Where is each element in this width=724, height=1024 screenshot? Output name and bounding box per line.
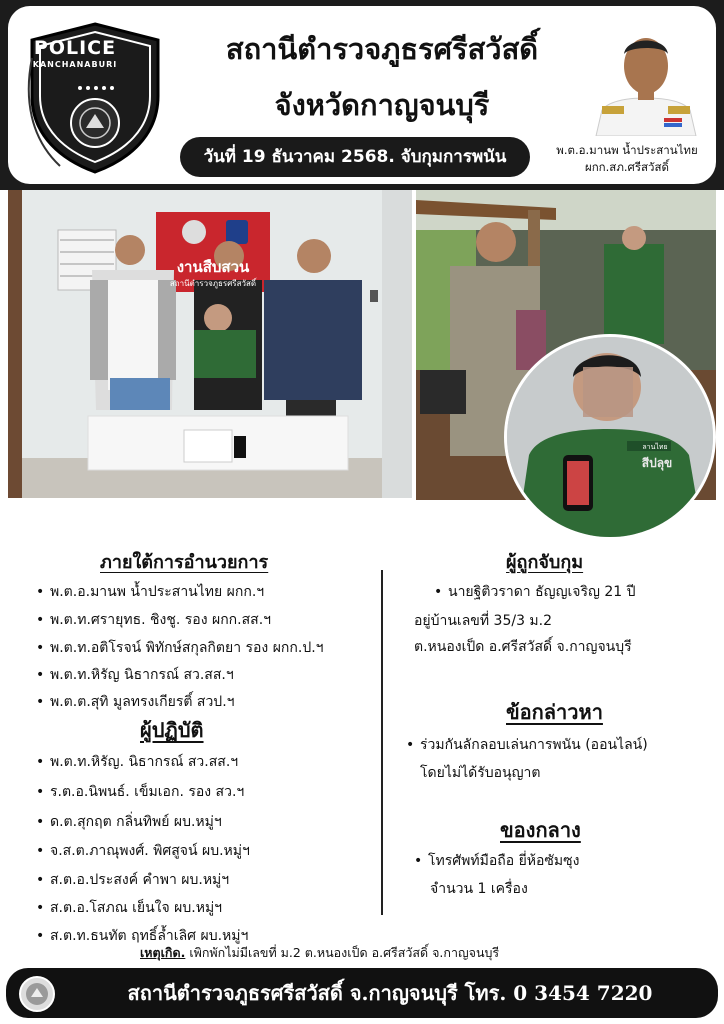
operator-item: • ส.ต.อ.โสภณ เย็นใจ ผบ.หมู่ฯ	[36, 900, 223, 916]
evidence-line-2: จำนวน 1 เครื่อง	[430, 881, 528, 897]
chief-portrait	[588, 18, 704, 136]
operator-item: • ส.ต.อ.ประสงค์ คำพา ผบ.หมู่ฯ	[36, 872, 230, 888]
charge-line: • ร่วมกันลักลอบเล่นการพนัน (ออนไลน์)	[406, 737, 648, 753]
chief-name: พ.ต.อ.มานพ น้ำประสานไทย	[556, 143, 698, 157]
suspect-closeup-photo	[504, 334, 716, 540]
station-title: สถานีตำรวจภูธรศรีสวัสดิ์	[225, 32, 539, 66]
station-seal-icon	[18, 975, 56, 1013]
arrested-heading: ผู้ถูกจับกุม	[506, 552, 584, 573]
supervision-heading: ภายใต้การอำนวยการ	[100, 552, 269, 573]
operator-item: • ด.ต.สุกฤต กลิ่นทิพย์ ผบ.หมู่ฯ	[36, 814, 222, 830]
arrested-district: ต.หนองเป็ด อ.ศรีสวัสดิ์ จ.กาญจนบุรี	[414, 639, 632, 655]
date-pill: วันที่ 19 ธันวาคม 2568. จับกุมการพนัน	[180, 137, 530, 177]
shirt-text-1: ลานไทย	[642, 443, 668, 451]
supervision-item: • พ.ต.ท.หิรัญ นิธากรณ์ สว.สส.ฯ	[36, 667, 234, 683]
supervision-item: • พ.ต.ต.สุทิ มูลทรงเกียรติ์ สวป.ฯ	[36, 694, 235, 710]
chief-caption	[538, 142, 716, 176]
incident-location	[140, 943, 700, 963]
chief-title: ผกก.สภ.ศรีสวัสดิ์	[584, 160, 669, 174]
arrest-group-photo	[8, 190, 412, 498]
supervision-item: • พ.ต.ท.ศรายุทธ. ชิงชู. รอง ผกก.สส.ฯ	[36, 612, 272, 628]
shirt-text-2: สีปลุข	[641, 456, 673, 470]
sign-text-1: งานสืบสวน	[176, 258, 250, 276]
incident-text: เพิกพักไม่มีเลขที่ ม.2 ต.หนองเป็ด อ.ศรีสวัสดิ์ จ.กาญจนบุรี	[185, 945, 500, 960]
supervision-item: • พ.ต.ท.อติโรจน์ พิทักษ์สกุลกิตยา รอง ผกก.ป.ฯ	[36, 640, 324, 656]
arrested-address: อยู่บ้านเลขที่ 35/3 ม.2	[414, 613, 553, 629]
operator-item: • ร.ต.อ.นิพนธ์. เข็มเอก. รอง สว.ฯ	[36, 784, 245, 800]
operator-item: • ส.ต.ท.ธนทัต ฤทธิ์ล้ำเลิศ ผบ.หมู่ฯ	[36, 928, 249, 944]
badge-subtitle: KANCHANABURI	[32, 60, 118, 69]
evidence-heading: ของกลาง	[500, 818, 581, 842]
operator-item: • พ.ต.ท.หิรัญ. นิธากรณ์ สว.สส.ฯ	[36, 754, 239, 770]
arrested-line: • นายฐิติวราดา ธัญญเจริญ 21 ปี	[434, 584, 636, 600]
operator-item: • จ.ส.ต.ภาณุพงศ์. พิศสูจน์ ผบ.หมู่ฯ	[36, 843, 250, 859]
supervision-item: • พ.ต.อ.มานพ น้ำประสานไทย ผกก.ฯ	[36, 584, 265, 600]
incident-label: เหตุเกิด.	[140, 945, 186, 960]
badge-title: POLICE	[33, 37, 117, 59]
sign-text-2: สถานีตำรวจภูธรศรีสวัสดิ์	[169, 279, 257, 288]
column-divider	[381, 570, 383, 915]
charge-heading: ข้อกล่าวหา	[506, 700, 603, 724]
evidence-line: • โทรศัพท์มือถือ ยี่ห้อซัมซุง	[414, 853, 580, 869]
province-title: จังหวัดกาญจนบุรี	[274, 88, 490, 122]
charge-line-2: โดยไม่ได้รับอนุญาต	[420, 765, 541, 781]
footer-contact: สถานีตำรวจภูธรศรีสวัสดิ์ จ.กาญจนบุรี โทร. 0 3454 7220	[127, 981, 653, 1005]
operators-heading: ผู้ปฏิบัติ	[140, 718, 204, 742]
